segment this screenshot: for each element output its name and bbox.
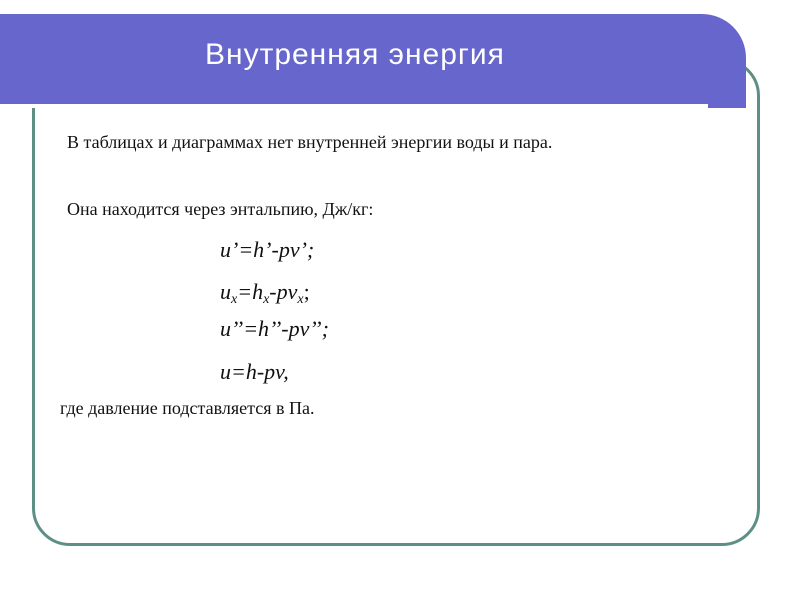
formula-wet-steam-sub-3: x [297,292,304,307]
formula-dry-saturated-steam: u’’=h’’-pv’’; [220,316,329,341]
title-underline [0,104,708,108]
formula-general: u=h-pv, [220,359,289,384]
formula-wet-steam-sub-2: x [263,292,270,307]
formula-wet-steam-minus: -pv [269,279,298,304]
formula-wet-steam-u: u [220,279,231,304]
text-line-via-enthalpy: Она находится через энтальпию, Дж/кг: [67,199,374,219]
formula-saturated-liquid: u’=h’-pv’; [220,237,315,262]
text-line-pressure-unit: где давление подставляется в Па. [60,398,315,418]
formula-wet-steam-sub-1: x [231,292,238,307]
slide-title: Внутренняя энергия [205,38,505,71]
formula-wet-steam-end: ; [303,279,310,304]
text-line-no-internal-energy: В таблицах и диаграммах нет внутренней энергии воды и пара. [67,132,553,152]
formula-wet-steam [220,279,310,305]
formula-wet-steam-eq: =h [237,279,264,304]
